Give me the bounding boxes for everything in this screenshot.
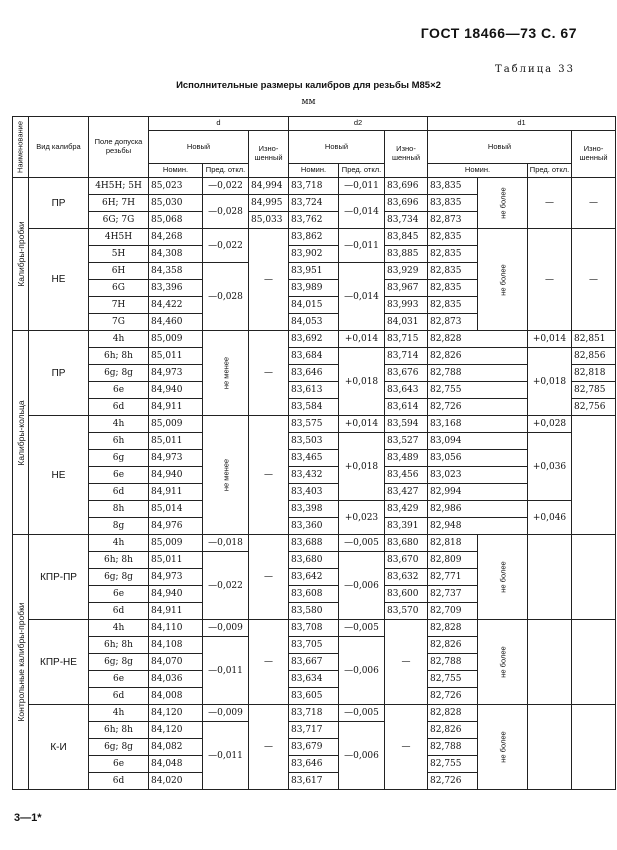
tolerance-field: 6g; 8g [89, 654, 149, 671]
d1-dev-cell: +0,028 [528, 416, 572, 433]
d-worn-cell: — [249, 229, 289, 331]
d2-worn-cell: 83,714 [385, 348, 428, 365]
d2-dev-cell: —0,014 [339, 263, 385, 331]
d-nom-cell: 85,014 [149, 501, 203, 518]
d-nom-cell: 84,911 [149, 484, 203, 501]
d-nom-cell: 84,460 [149, 314, 203, 331]
d2-dev-cell: +0,014 [339, 331, 385, 348]
d1-nom-cell: 83,835 [428, 195, 478, 212]
d-nom-cell: 84,120 [149, 705, 203, 722]
d1-nom-cell: 82,818 [428, 535, 478, 552]
d2-dev-cell: —0,006 [339, 722, 385, 790]
tolerance-field: 6g [89, 450, 149, 467]
d1-nom-cell: 82,994 [428, 484, 528, 501]
d1-worn-cell: — [572, 178, 616, 229]
table-row [13, 450, 616, 467]
d1-nom-header: Номин. [428, 164, 528, 178]
tolerance-field: 6d [89, 603, 149, 620]
tolerance-field: 6d [89, 399, 149, 416]
d-dev-cell: —0,028 [203, 263, 249, 331]
tolerance-field: 6h; 8h [89, 348, 149, 365]
d2-nom-cell: 83,617 [289, 773, 339, 790]
d2-nom-cell: 83,608 [289, 586, 339, 603]
tolerance-field: 6g; 8g [89, 569, 149, 586]
d-worn-header: Изно-шенный [249, 130, 289, 177]
d1-dev-cell: — [528, 178, 572, 229]
d2-worn-cell: 83,614 [385, 399, 428, 416]
d2-worn-cell: 83,391 [385, 518, 428, 535]
d2-worn-cell: 83,456 [385, 467, 428, 484]
d1-worn-cell: 82,851 [572, 331, 616, 348]
d2-dev-header: Пред. откл. [339, 164, 385, 178]
d2-nom-cell: 83,718 [289, 705, 339, 722]
tolerance-field: 6e [89, 467, 149, 484]
d1-nom-cell: 82,709 [428, 603, 478, 620]
d1-worn-cell: 82,818 [572, 365, 616, 382]
d2-nom-cell: 83,862 [289, 229, 339, 246]
d1-nom-cell: 82,726 [428, 688, 478, 705]
tolerance-field: 4h [89, 535, 149, 552]
table-row [13, 535, 616, 552]
d-worn-cell: 84,994 [249, 178, 289, 195]
col-field-header: Поле допуска резьбы [89, 117, 149, 178]
d2-worn-cell: 83,594 [385, 416, 428, 433]
tolerance-field: 6d [89, 484, 149, 501]
gauge-kind: КПР-ПР [29, 535, 89, 620]
d1-nom-cell: 82,771 [428, 569, 478, 586]
d1-note [478, 705, 528, 790]
d1-nom-cell: 82,835 [428, 297, 478, 314]
d-nom-cell: 84,973 [149, 365, 203, 382]
d2-nom-cell: 83,762 [289, 212, 339, 229]
d1-nom-cell: 82,835 [428, 263, 478, 280]
d1-nom-cell: 82,809 [428, 552, 478, 569]
d-nom-cell: 85,011 [149, 552, 203, 569]
d2-nom-cell: 83,642 [289, 569, 339, 586]
d2-nom-cell: 83,989 [289, 280, 339, 297]
d2-dev-cell: +0,018 [339, 348, 385, 416]
d2-worn-cell: 83,643 [385, 382, 428, 399]
d1-note [478, 229, 528, 331]
d-dev-cell: —0,022 [203, 178, 249, 195]
gauge-table [12, 116, 616, 790]
group-koltsa-text: Калибры-кольца [15, 399, 26, 466]
d-nom-cell: 84,120 [149, 722, 203, 739]
gauge-kind: КПР-НЕ [29, 620, 89, 705]
d1-dev-cell: — [528, 229, 572, 331]
d2-dev-cell: +0,023 [339, 501, 385, 535]
d-nom-cell: 84,973 [149, 450, 203, 467]
d2-worn-header: Изно-шенный [385, 130, 428, 177]
d2-worn-cell: 83,696 [385, 195, 428, 212]
d2-nom-cell: 83,465 [289, 450, 339, 467]
tolerance-field: 6h; 8h [89, 637, 149, 654]
tolerance-field: 6d [89, 773, 149, 790]
d2-worn-cell: — [385, 620, 428, 705]
d1-nom-cell: 82,726 [428, 399, 528, 416]
d-nom-cell: 84,108 [149, 637, 203, 654]
d-nom-header: Номин. [149, 164, 203, 178]
d2-nom-header: Номин. [289, 164, 339, 178]
tolerance-field: 6h [89, 433, 149, 450]
d2-nom-cell: 83,684 [289, 348, 339, 365]
group-probki [13, 178, 29, 331]
table-row [13, 365, 616, 382]
d2-nom-cell: 83,951 [289, 263, 339, 280]
d2-nom-cell: 83,398 [289, 501, 339, 518]
d1-worn-cell: — [572, 229, 616, 331]
d-worn-cell: — [249, 416, 289, 535]
d-nom-cell: 84,976 [149, 518, 203, 535]
d2-nom-cell: 84,053 [289, 314, 339, 331]
d-dev-cell: —0,018 [203, 535, 249, 552]
table-row [13, 484, 616, 501]
d1-nom-cell: 82,948 [428, 518, 528, 535]
d2-dev-cell: —0,006 [339, 637, 385, 705]
d-worn-cell: — [249, 705, 289, 790]
gauge-kind: НЕ [29, 229, 89, 331]
table-row [13, 331, 616, 348]
d-dev-header: Пред. откл. [203, 164, 249, 178]
d-dev-cell: —0,022 [203, 229, 249, 263]
d-nom-cell: 84,048 [149, 756, 203, 773]
d-nom-cell: 84,358 [149, 263, 203, 280]
d1-nom-cell: 82,828 [428, 620, 478, 637]
group-koltsa [13, 331, 29, 535]
d-nom-cell: 84,268 [149, 229, 203, 246]
tolerance-field: 6h; 8h [89, 552, 149, 569]
d2-worn-cell: 84,031 [385, 314, 428, 331]
table-row [13, 382, 616, 399]
tolerance-field: 4h [89, 331, 149, 348]
d2-worn-cell: 83,427 [385, 484, 428, 501]
d1-note-text: не более [498, 187, 507, 219]
d-dev-cell: —0,009 [203, 620, 249, 637]
d1-dev-cell: +0,046 [528, 501, 572, 535]
d2-worn-cell: 83,993 [385, 297, 428, 314]
table-row [13, 501, 616, 518]
table-number: Таблица 33 [495, 64, 575, 75]
table-row [13, 620, 616, 637]
d2-worn-cell: 83,680 [385, 535, 428, 552]
d2-dev-cell: —0,011 [339, 229, 385, 263]
unit-label: мм [301, 97, 316, 107]
d-dev-cell: —0,011 [203, 722, 249, 790]
d-nom-cell: 84,940 [149, 586, 203, 603]
d2-nom-cell: 83,646 [289, 365, 339, 382]
d1-dev-cell: +0,036 [528, 433, 572, 501]
d-note-text: не менее [221, 458, 230, 492]
d2-worn-cell: 83,734 [385, 212, 428, 229]
d1-nom-cell: 82,828 [428, 705, 478, 722]
d-nom-cell: 85,011 [149, 433, 203, 450]
d2-dev-cell: —0,011 [339, 178, 385, 195]
d1-nom-cell: 82,835 [428, 280, 478, 297]
d1-nom-cell: 82,737 [428, 586, 478, 603]
d2-nom-cell: 83,575 [289, 416, 339, 433]
d2-nom-cell: 83,613 [289, 382, 339, 399]
gauge-kind: ПР [29, 331, 89, 416]
d2-nom-cell: 83,432 [289, 467, 339, 484]
d2-nom-cell: 83,360 [289, 518, 339, 535]
d2-worn-cell: 83,600 [385, 586, 428, 603]
table-row [13, 416, 616, 433]
d1-nom-cell: 83,168 [428, 416, 528, 433]
d1-nom-cell: 82,873 [428, 314, 478, 331]
d-nom-cell: 84,422 [149, 297, 203, 314]
d1-dev-header: Пред. откл. [528, 164, 572, 178]
d1-nom-cell: 82,755 [428, 382, 528, 399]
d2-nom-cell: 83,580 [289, 603, 339, 620]
tolerance-field: 6Н [89, 263, 149, 280]
d-note-text: не менее [221, 356, 230, 390]
tolerance-field: 6Н; 7Н [89, 195, 149, 212]
d1-nom-cell: 82,835 [428, 229, 478, 246]
d-nom-cell: 85,023 [149, 178, 203, 195]
d2-dev-cell: —0,005 [339, 535, 385, 552]
d1-nom-cell: 82,828 [428, 331, 528, 348]
tolerance-field: 6G [89, 280, 149, 297]
table-row [13, 399, 616, 416]
tolerance-field: 4Н5Н [89, 229, 149, 246]
d2-dev-cell: +0,014 [339, 416, 385, 433]
tolerance-field: 4h [89, 705, 149, 722]
table-row [13, 178, 616, 195]
d1-nom-cell: 82,788 [428, 739, 478, 756]
d-nom-cell: 83,396 [149, 280, 203, 297]
d-nom-cell: 84,082 [149, 739, 203, 756]
gauge-kind: К-И [29, 705, 89, 790]
col-kind-header: Вид калибра [29, 117, 89, 178]
d2-nom-cell: 83,680 [289, 552, 339, 569]
d-worn-cell: — [249, 331, 289, 416]
d-dev-cell: —0,028 [203, 195, 249, 229]
d2-worn-cell: 83,845 [385, 229, 428, 246]
d-nom-cell: 85,030 [149, 195, 203, 212]
d-nom-cell: 85,009 [149, 416, 203, 433]
d1-dev-cell [528, 620, 572, 705]
d1-note-text: не более [498, 263, 507, 296]
tolerance-field: 6e [89, 586, 149, 603]
table-row [13, 518, 616, 535]
d1-nom-cell: 82,788 [428, 654, 478, 671]
d2-nom-cell: 83,679 [289, 739, 339, 756]
d-nom-cell: 84,911 [149, 603, 203, 620]
tolerance-field: 4h [89, 416, 149, 433]
d2-worn-cell: 83,676 [385, 365, 428, 382]
d1-note-text: не более [498, 561, 507, 593]
d1-dev-cell [528, 705, 572, 790]
d-worn-cell: 84,995 [249, 195, 289, 212]
d1-note [478, 620, 528, 705]
d2-nom-cell: 83,634 [289, 671, 339, 688]
d-nom-cell: 84,020 [149, 773, 203, 790]
d2-nom-cell: 83,605 [289, 688, 339, 705]
d-nom-cell: 84,070 [149, 654, 203, 671]
d2-nom-cell: 83,503 [289, 433, 339, 450]
table-caption: Исполнительные размеры калибров для резьбы М85×2 [176, 80, 441, 91]
table-row [13, 433, 616, 450]
tolerance-field: 6e [89, 671, 149, 688]
d2-dev-cell: +0,018 [339, 433, 385, 501]
d1-worn-header: Изно-шенный [572, 130, 616, 177]
d-nom-cell: 84,940 [149, 467, 203, 484]
d-note [203, 416, 249, 535]
d2-nom-cell: 83,584 [289, 399, 339, 416]
group-kontr-text: Контрольные калибры-пробки [15, 602, 26, 722]
d2-nom-cell: 83,724 [289, 195, 339, 212]
tolerance-field: 6g; 8g [89, 365, 149, 382]
tolerance-field: 5Н [89, 246, 149, 263]
tolerance-field: 6e [89, 382, 149, 399]
d2-worn-cell: 83,527 [385, 433, 428, 450]
d1-new-header: Новый [428, 130, 572, 164]
d-nom-cell: 84,308 [149, 246, 203, 263]
d1-worn-cell [572, 416, 616, 535]
d1-worn-cell [572, 705, 616, 790]
d1-dev-cell [528, 535, 572, 620]
d2-nom-cell: 83,403 [289, 484, 339, 501]
d2-dev-cell: —0,005 [339, 620, 385, 637]
d-dev-cell: —0,011 [203, 637, 249, 705]
d-worn-cell: 85,033 [249, 212, 289, 229]
d-nom-cell: 84,911 [149, 399, 203, 416]
d-nom-cell: 84,008 [149, 688, 203, 705]
d2-nom-cell: 83,902 [289, 246, 339, 263]
d2-nom-cell: 84,015 [289, 297, 339, 314]
tolerance-field: 4h [89, 620, 149, 637]
col-d1-header: d1 [428, 117, 616, 131]
col-d-header: d [149, 117, 289, 131]
tolerance-field: 7G [89, 314, 149, 331]
d2-dev-cell: —0,005 [339, 705, 385, 722]
d-note [203, 331, 249, 416]
d2-worn-cell: 83,489 [385, 450, 428, 467]
d2-worn-cell: — [385, 705, 428, 790]
d1-nom-cell: 83,056 [428, 450, 528, 467]
d2-worn-cell: 83,570 [385, 603, 428, 620]
page-header: ГОСТ 18466—73 С. 67 [420, 25, 577, 41]
tolerance-field: 8h [89, 501, 149, 518]
d2-nom-cell: 83,708 [289, 620, 339, 637]
d2-worn-cell: 83,967 [385, 280, 428, 297]
d2-new-header: Новый [289, 130, 385, 164]
d1-nom-cell: 82,873 [428, 212, 478, 229]
d-nom-cell: 85,009 [149, 331, 203, 348]
d1-dev-cell: +0,018 [528, 348, 572, 416]
d1-nom-cell: 82,826 [428, 722, 478, 739]
d2-worn-cell: 83,632 [385, 569, 428, 586]
gauge-kind: ПР [29, 178, 89, 229]
d1-note-text: не более [498, 731, 507, 763]
table-row [13, 348, 616, 365]
tolerance-field: 8g [89, 518, 149, 535]
d-worn-cell: — [249, 535, 289, 620]
d1-nom-cell: 83,023 [428, 467, 528, 484]
d1-note [478, 178, 528, 229]
d2-worn-cell: 83,670 [385, 552, 428, 569]
d2-nom-cell: 83,667 [289, 654, 339, 671]
col-name-header: Наименование [13, 117, 29, 178]
tolerance-field: 6h; 8h [89, 722, 149, 739]
d-nom-cell: 84,036 [149, 671, 203, 688]
d1-worn-cell [572, 535, 616, 620]
d1-nom-cell: 82,826 [428, 348, 528, 365]
d1-worn-cell: 82,785 [572, 382, 616, 399]
group-probki-text: Калибры-пробки [15, 221, 26, 287]
d1-nom-cell: 82,755 [428, 671, 478, 688]
tolerance-field: 7Н [89, 297, 149, 314]
d2-worn-cell: 83,429 [385, 501, 428, 518]
tolerance-field: 6d [89, 688, 149, 705]
tolerance-field: 6g; 8g [89, 739, 149, 756]
d2-worn-cell: 83,696 [385, 178, 428, 195]
gauge-kind: НЕ [29, 416, 89, 535]
d-nom-cell: 84,940 [149, 382, 203, 399]
d-nom-cell: 85,009 [149, 535, 203, 552]
d2-nom-cell: 83,692 [289, 331, 339, 348]
d1-nom-cell: 82,986 [428, 501, 528, 518]
d-worn-cell: — [249, 620, 289, 705]
d1-nom-cell: 82,788 [428, 365, 528, 382]
group-kontr [13, 535, 29, 790]
d1-nom-cell: 82,755 [428, 756, 478, 773]
d2-nom-cell: 83,718 [289, 178, 339, 195]
d1-worn-cell: 82,756 [572, 399, 616, 416]
d1-nom-cell: 82,835 [428, 246, 478, 263]
d1-nom-cell: 82,826 [428, 637, 478, 654]
d2-worn-cell: 83,715 [385, 331, 428, 348]
d-dev-cell: —0,009 [203, 705, 249, 722]
d1-note-text: не более [498, 646, 507, 678]
d2-dev-cell: —0,014 [339, 195, 385, 229]
d1-note [478, 535, 528, 620]
tolerance-field: 6e [89, 756, 149, 773]
page-footer: 3—1* [14, 812, 42, 824]
d1-nom-cell: 82,726 [428, 773, 478, 790]
d2-worn-cell: 83,929 [385, 263, 428, 280]
d1-worn-cell: 82,856 [572, 348, 616, 365]
d2-nom-cell: 83,646 [289, 756, 339, 773]
d1-nom-cell: 83,835 [428, 178, 478, 195]
d1-dev-cell: +0,014 [528, 331, 572, 348]
d2-nom-cell: 83,688 [289, 535, 339, 552]
table-row [13, 705, 616, 722]
table-row [13, 229, 616, 246]
tolerance-field: 4Н5Н; 5Н [89, 178, 149, 195]
d1-worn-cell [572, 620, 616, 705]
d-new-header: Новый [149, 130, 249, 164]
col-d2-header: d2 [289, 117, 428, 131]
d-nom-cell: 85,011 [149, 348, 203, 365]
d-dev-cell: —0,022 [203, 552, 249, 620]
d2-worn-cell: 83,885 [385, 246, 428, 263]
table-row [13, 467, 616, 484]
d2-dev-cell: —0,006 [339, 552, 385, 620]
tolerance-field: 6G; 7G [89, 212, 149, 229]
d1-nom-cell: 83,094 [428, 433, 528, 450]
d-nom-cell: 84,110 [149, 620, 203, 637]
d2-nom-cell: 83,705 [289, 637, 339, 654]
d-nom-cell: 84,973 [149, 569, 203, 586]
d2-nom-cell: 83,717 [289, 722, 339, 739]
d-nom-cell: 85,068 [149, 212, 203, 229]
